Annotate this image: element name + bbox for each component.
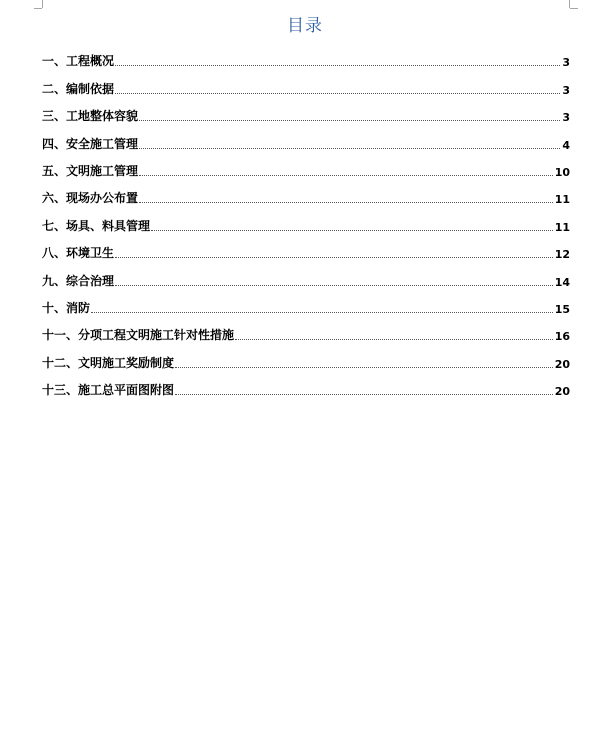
toc-entry-page: 14 xyxy=(554,275,570,289)
dot-leader xyxy=(175,393,553,395)
toc-entry-label: 六、现场办公布置 xyxy=(42,191,139,206)
toc-entry-label: 二、编制依据 xyxy=(42,81,115,96)
toc-entry[interactable] xyxy=(42,124,570,151)
dot-leader xyxy=(139,201,553,203)
toc-entry-page: 20 xyxy=(554,357,570,371)
dot-leader xyxy=(175,366,553,368)
dot-leader xyxy=(115,64,560,66)
toc-entry[interactable] xyxy=(42,371,570,398)
toc-entry-page: 11 xyxy=(554,193,570,207)
toc-entry[interactable] xyxy=(42,179,570,206)
toc-entry-label: 九、综合治理 xyxy=(42,273,115,288)
crop-mark-top-left xyxy=(42,0,43,8)
crop-mark-top-left xyxy=(34,8,42,9)
toc-entry-page: 4 xyxy=(562,138,570,152)
toc-entry-label: 三、工地整体容貌 xyxy=(42,109,139,124)
toc-entry-page: 10 xyxy=(554,165,570,179)
toc-entry[interactable] xyxy=(42,206,570,233)
toc-entry[interactable] xyxy=(42,234,570,261)
dot-leader xyxy=(115,284,553,286)
dot-leader xyxy=(115,92,560,94)
toc-entry-label: 一、工程概况 xyxy=(42,54,115,69)
toc-entry-page: 3 xyxy=(562,83,570,97)
dot-leader xyxy=(151,229,553,231)
toc-entry-page: 3 xyxy=(562,56,570,70)
toc-entry-label: 十一、分项工程文明施工针对性措施 xyxy=(42,328,235,343)
dot-leader xyxy=(91,311,553,313)
toc-entry[interactable] xyxy=(42,69,570,96)
toc-entry-label: 四、安全施工管理 xyxy=(42,136,139,151)
toc-entry-page: 15 xyxy=(554,302,570,316)
toc-entry-page: 11 xyxy=(554,220,570,234)
crop-mark-top-right xyxy=(569,0,570,8)
toc-entry[interactable] xyxy=(42,289,570,316)
dot-leader xyxy=(235,338,553,340)
toc-entry-label: 十三、施工总平面图附图 xyxy=(42,383,175,398)
toc-entry-page: 12 xyxy=(554,248,570,262)
dot-leader xyxy=(139,147,560,149)
dot-leader xyxy=(139,119,560,121)
toc-entry-label: 七、场具、料具管理 xyxy=(42,218,151,233)
toc-entry-label: 八、环境卫生 xyxy=(42,246,115,261)
toc-entry-page: 16 xyxy=(554,330,570,344)
dot-leader xyxy=(139,174,553,176)
crop-mark-top-right xyxy=(570,8,578,9)
toc-entry-label: 十二、文明施工奖励制度 xyxy=(42,355,175,370)
toc-entry[interactable] xyxy=(42,261,570,288)
dot-leader xyxy=(115,256,553,258)
toc-entry-page: 20 xyxy=(554,385,570,399)
toc-entry[interactable] xyxy=(42,97,570,124)
toc-entry[interactable] xyxy=(42,152,570,179)
table-of-contents xyxy=(42,42,570,398)
toc-entry[interactable] xyxy=(42,42,570,69)
toc-entry-page: 3 xyxy=(562,111,570,125)
toc-entry[interactable] xyxy=(42,343,570,370)
toc-title: 目录 xyxy=(287,16,323,36)
toc-entry[interactable] xyxy=(42,316,570,343)
toc-entry-label: 十、消防 xyxy=(42,300,91,315)
toc-entry-label: 五、文明施工管理 xyxy=(42,163,139,178)
